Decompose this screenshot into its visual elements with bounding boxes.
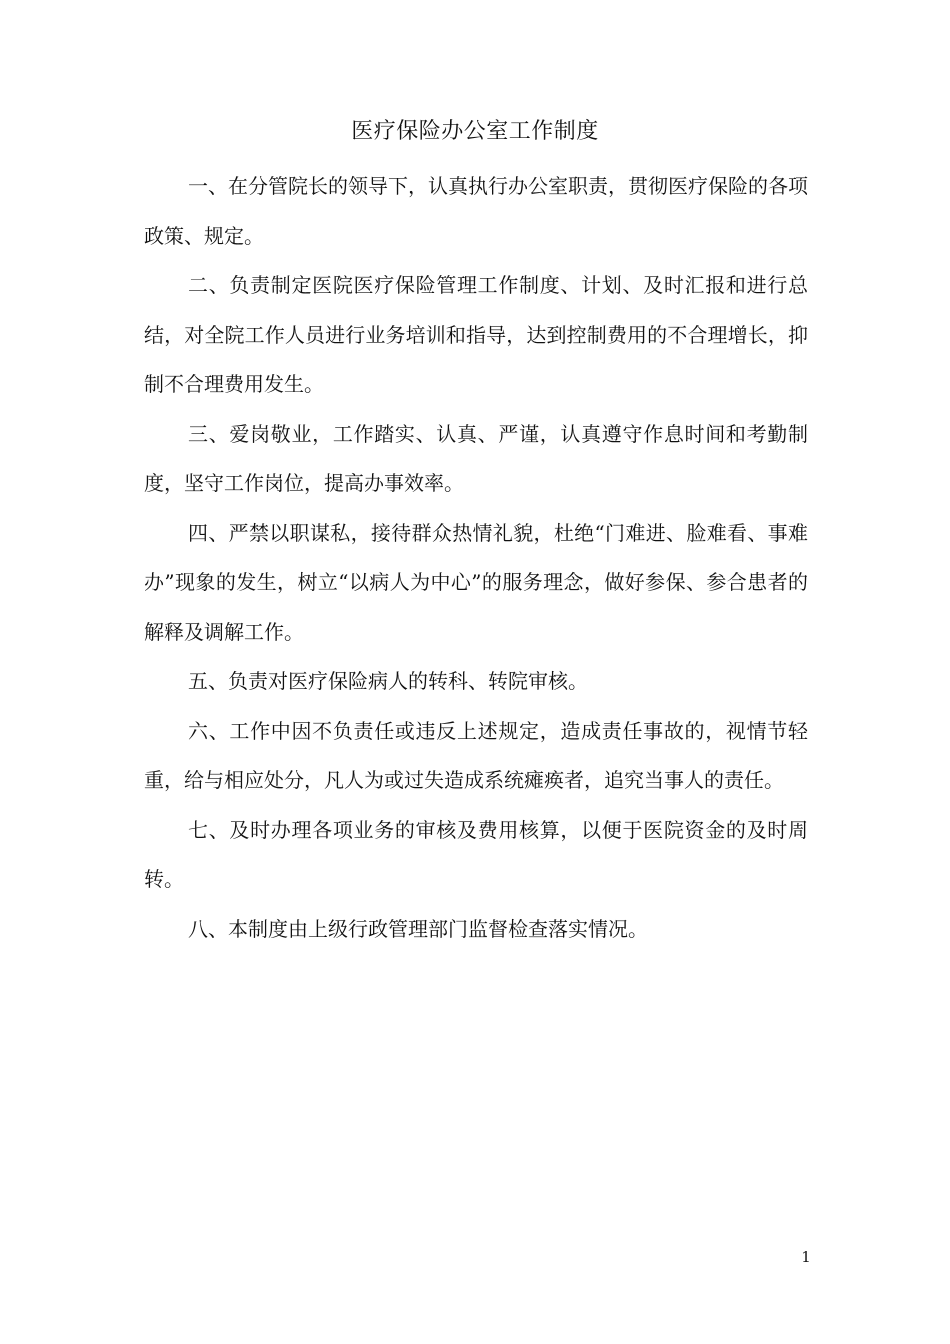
- paragraph-7: 七、及时办理各项业务的审核及费用核算，以便于医院资金的及时周转。: [144, 817, 808, 891]
- document-body: [144, 162, 808, 954]
- paragraph-8: 八、本制度由上级行政管理部门监督检查落实情况。: [188, 916, 648, 941]
- paragraph-2: 二、负责制定医院医疗保险管理工作制度、计划、及时汇报和进行总结，对全院工作人员进行业务培训和指导，达到控制费用的不合理增长，抑制不合理费用发生。: [144, 273, 808, 396]
- page-number: 1: [801, 1248, 811, 1266]
- document-title: 医疗保险办公室工作制度: [351, 119, 599, 144]
- paragraph-6: 六、工作中因不负责任或违反上述规定，造成责任事故的，视情节轻重，给与相应处分，凡人为或过失造成系统瘫痪者，追究当事人的责任。: [144, 718, 808, 792]
- paragraph-3: 三、爱岗敬业，工作踏实、认真、严谨，认真遵守作息时间和考勤制度，坚守工作岗位，提高办事效率。: [144, 421, 808, 495]
- paragraph-1: 一、在分管院长的领导下，认真执行办公室职责，贯彻医疗保险的各项政策、规定。: [144, 174, 808, 248]
- paragraph-5: 五、负责对医疗保险病人的转科、转院审核。: [188, 669, 588, 693]
- paragraph-4: 四、严禁以职谋私，接待群众热情礼貌，杜绝“门难进、脸难看、事难办”现象的发生，树立“以病人为中心”的服务理念，做好参保、参合患者的解释及调解工作。: [144, 520, 808, 644]
